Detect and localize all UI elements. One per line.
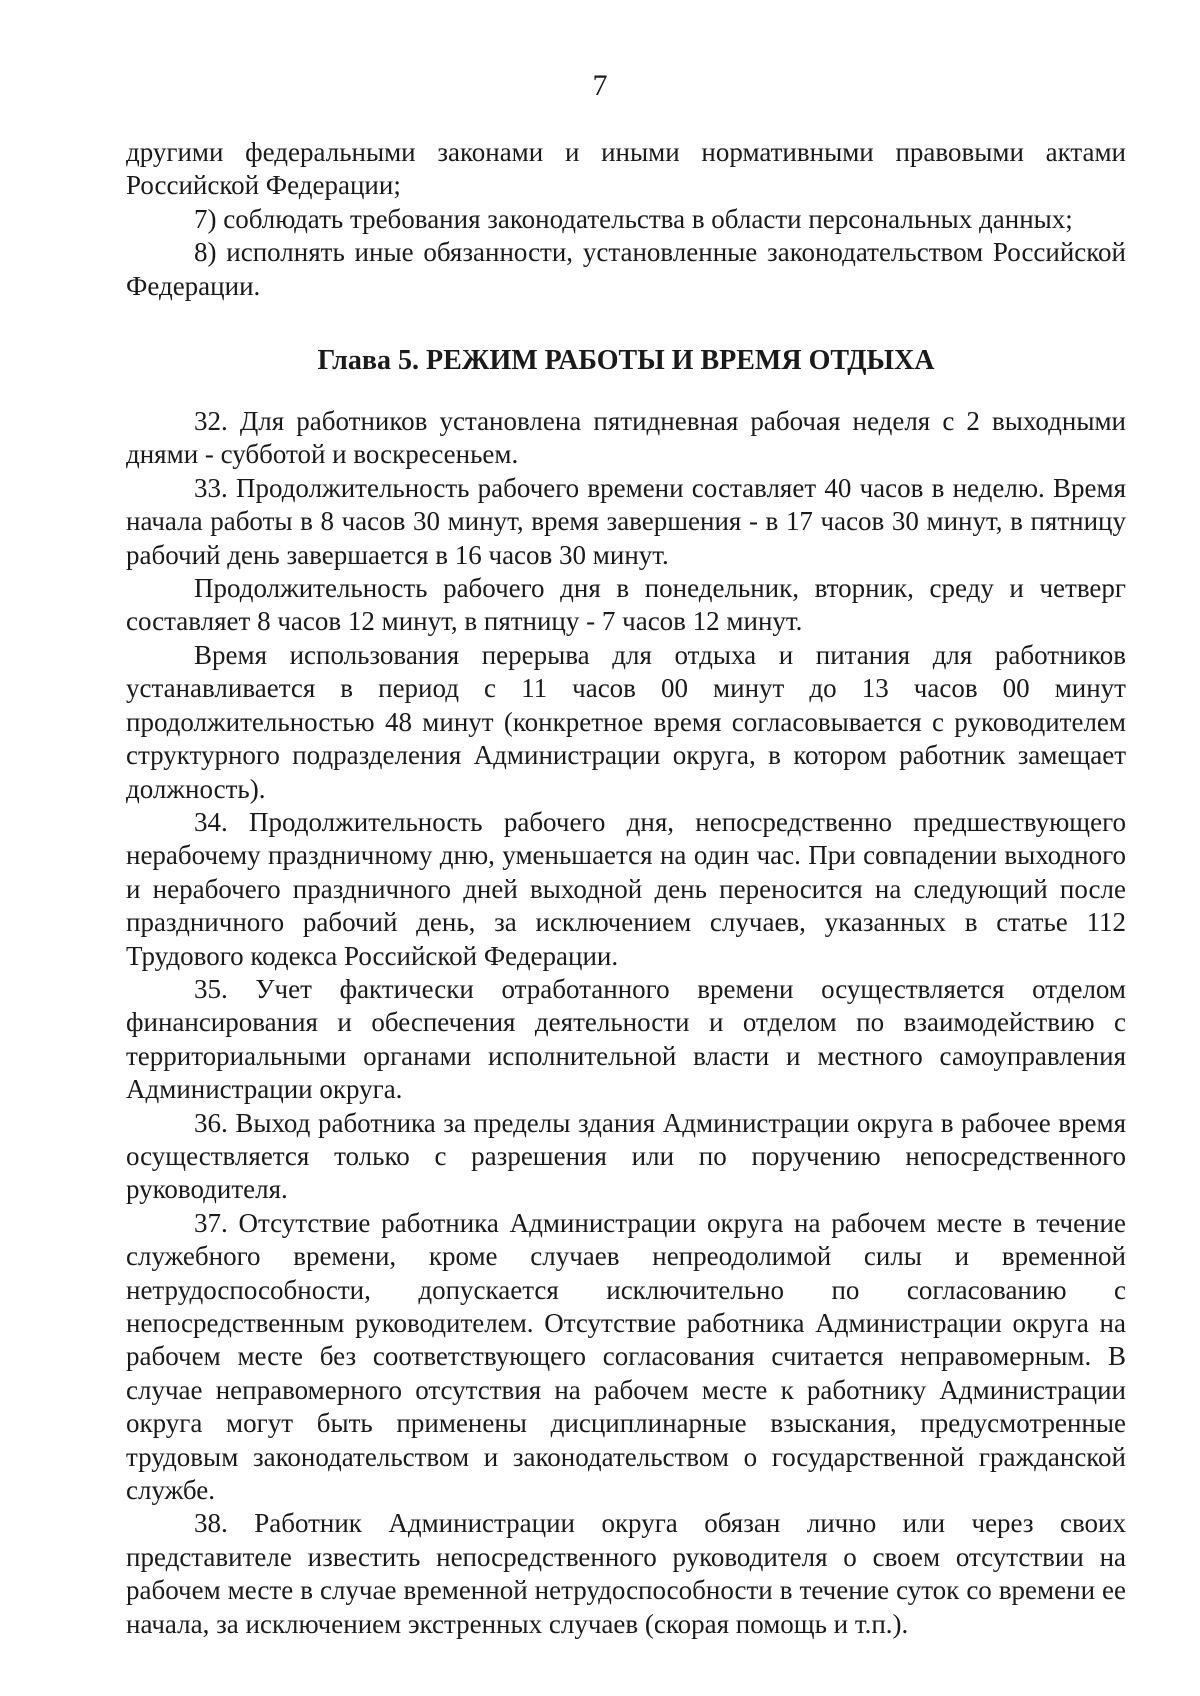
list-item-7: 7) соблюдать требования законодательства в области персональных данных; (194, 203, 1073, 234)
paragraph-37: 37. Отсутствие работника Администрации округа на рабочем месте в течение служебного времени, кроме случаев непреодолимой силы и временной нетрудоспособности, допускается исключительно по согласованию с непосредственным руководителем. Отсутствие работника Администрации округа на рабочем месте без соответствующего согласования считается неправомерным. В случае неправомерного отсутствия на рабочем месте к работнику Администрации округа могут быть применены дисциплинарные взыскания, предусмотренные трудовым законодательством и законодательством о государственной гражданской службе. (126, 1207, 1126, 1506)
paragraph-38: 38. Работник Администрации округа обязан лично или через своих представителе известить непосредственного руководителя о своем отсутствии на рабочем месте в случае временной нетрудоспособности в течение суток со времени ее начала, за исключением экстренных случаев (скорая помощь и т.п.). (126, 1508, 1126, 1639)
chapter-heading: Глава 5. РЕЖИМ РАБОТЫ И ВРЕМЯ ОТДЫХА (317, 345, 935, 377)
page-number: 7 (592, 69, 608, 102)
paragraph-32: 32. Для работников установлена пятидневная рабочая неделя с 2 выходными днями - субботой и воскресеньем. (126, 406, 1126, 470)
paragraph-35: 35. Учет фактически отработанного времени осуществляется отделом финансирования и обеспечения деятельности и отделом по взаимодействию с территориальными органами исполнительной власти и местного самоуправления Администрации округа. (126, 973, 1126, 1105)
paragraph-33-break: Время использования перерыва для отдыха и питания для работников устанавливается в период с 11 часов 00 минут до 13 часов 00 минут продолжительностью 48 минут (конкретное время согласовывается с руководителем структурного подразделения Администрации округа, в котором работник замещает должность). (126, 639, 1126, 804)
intro-continuation: другими федеральными законами и иными нормативными правовыми актами Российской Федерации; (126, 137, 1126, 201)
paragraph-33: 33. Продолжительность рабочего времени составляет 40 часов в неделю. Время начала работы в 8 часов 30 минут, время завершения - в 17 часов 30 минут, в пятницу рабочий день завершается в 16 часов 30 минут. (126, 472, 1126, 570)
list-item-8: 8) исполнять иные обязанности, установленные законодательством Российской Федерации. (126, 237, 1126, 301)
paragraph-36: 36. Выход работника за пределы здания Администрации округа в рабочее время осуществляется только с разрешения или по поручению непосредственного руководителя. (126, 1107, 1126, 1205)
paragraph-33-workday: Продолжительность рабочего дня в понедельник, вторник, среду и четверг составляет 8 часов 12 минут, в пятницу - 7 часов 12 минут. (126, 573, 1126, 637)
paragraph-34: 34. Продолжительность рабочего дня, непосредственно предшествующего нерабочему праздничному дню, уменьшается на один час. При совпадении выходного и нерабочего праздничного дней выходной день переносится на следующий после праздничного рабочий день, за исключением случаев, указанных в статье 112 Трудового кодекса Российской Федерации. (126, 806, 1126, 971)
document-body (126, 136, 1126, 1641)
